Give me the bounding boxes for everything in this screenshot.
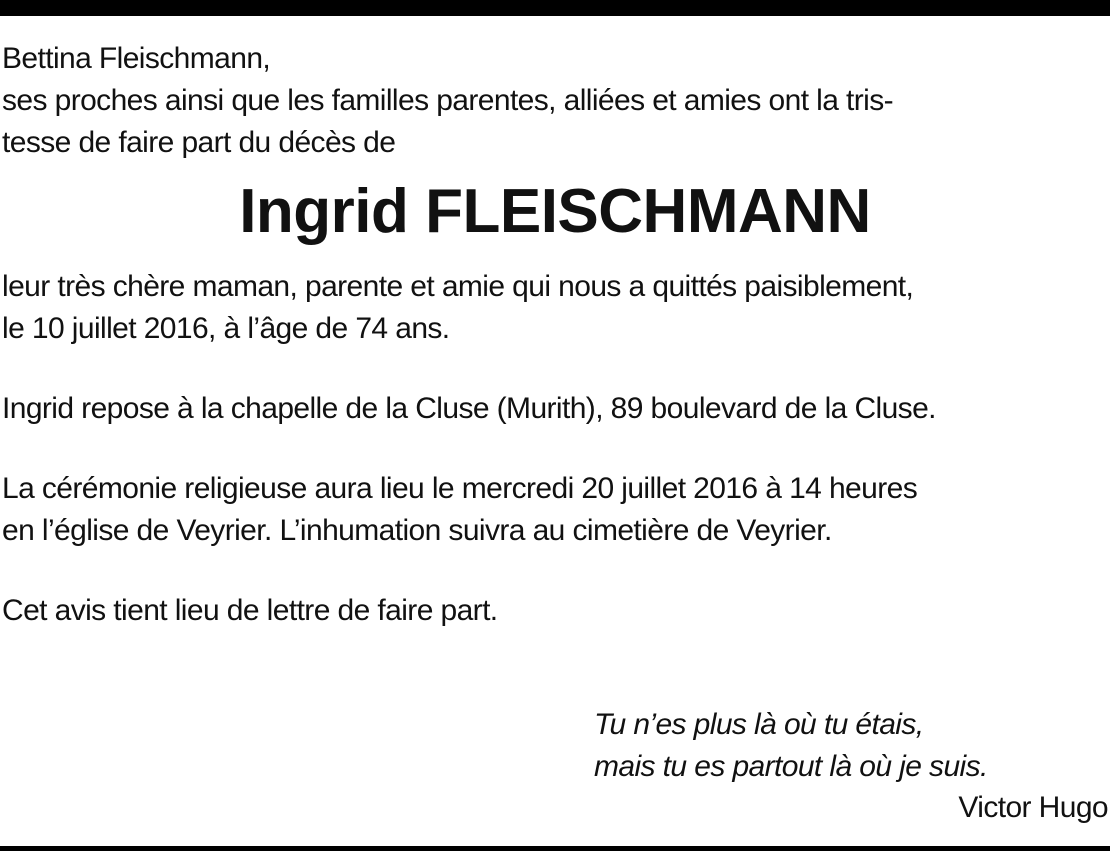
closing-paragraph: Cet avis tient lieu de lettre de faire part.	[2, 594, 498, 627]
deceased-name: Ingrid FLEISCHMANN	[239, 177, 871, 246]
intro-line: tesse de faire part du décès de	[2, 126, 396, 159]
bottom-border-rule	[0, 846, 1110, 851]
ceremony-line: La cérémonie religieuse aura lieu le mercredi 20 juillet 2016 à 14 heures	[2, 472, 918, 505]
relation-line: leur très chère maman, parente et amie qui nous a quittés paisiblement,	[2, 270, 914, 303]
quote-author: Victor Hugo	[958, 791, 1108, 824]
quote-line: mais tu es partout là où je suis.	[594, 750, 988, 783]
quote-line: Tu n’es plus là où tu étais,	[594, 708, 924, 741]
relation-line: le 10 juillet 2016, à l’âge de 74 ans.	[2, 312, 450, 345]
top-border-rule	[0, 0, 1110, 16]
ceremony-paragraph	[2, 468, 1108, 552]
death-notice	[2, 38, 1108, 632]
ceremony-line: en l’église de Veyrier. L’inhumation suivra au cimetière de Veyrier.	[2, 514, 832, 547]
intro-paragraph	[2, 38, 1108, 164]
relation-paragraph	[2, 266, 1108, 350]
intro-line: ses proches ainsi que les familles parentes, alliées et amies ont la tris-	[2, 84, 894, 117]
quote-block	[594, 704, 1108, 828]
repose-paragraph: Ingrid repose à la chapelle de la Cluse (Murith), 89 boulevard de la Cluse.	[2, 392, 936, 425]
intro-line: Bettina Fleischmann,	[2, 42, 271, 75]
